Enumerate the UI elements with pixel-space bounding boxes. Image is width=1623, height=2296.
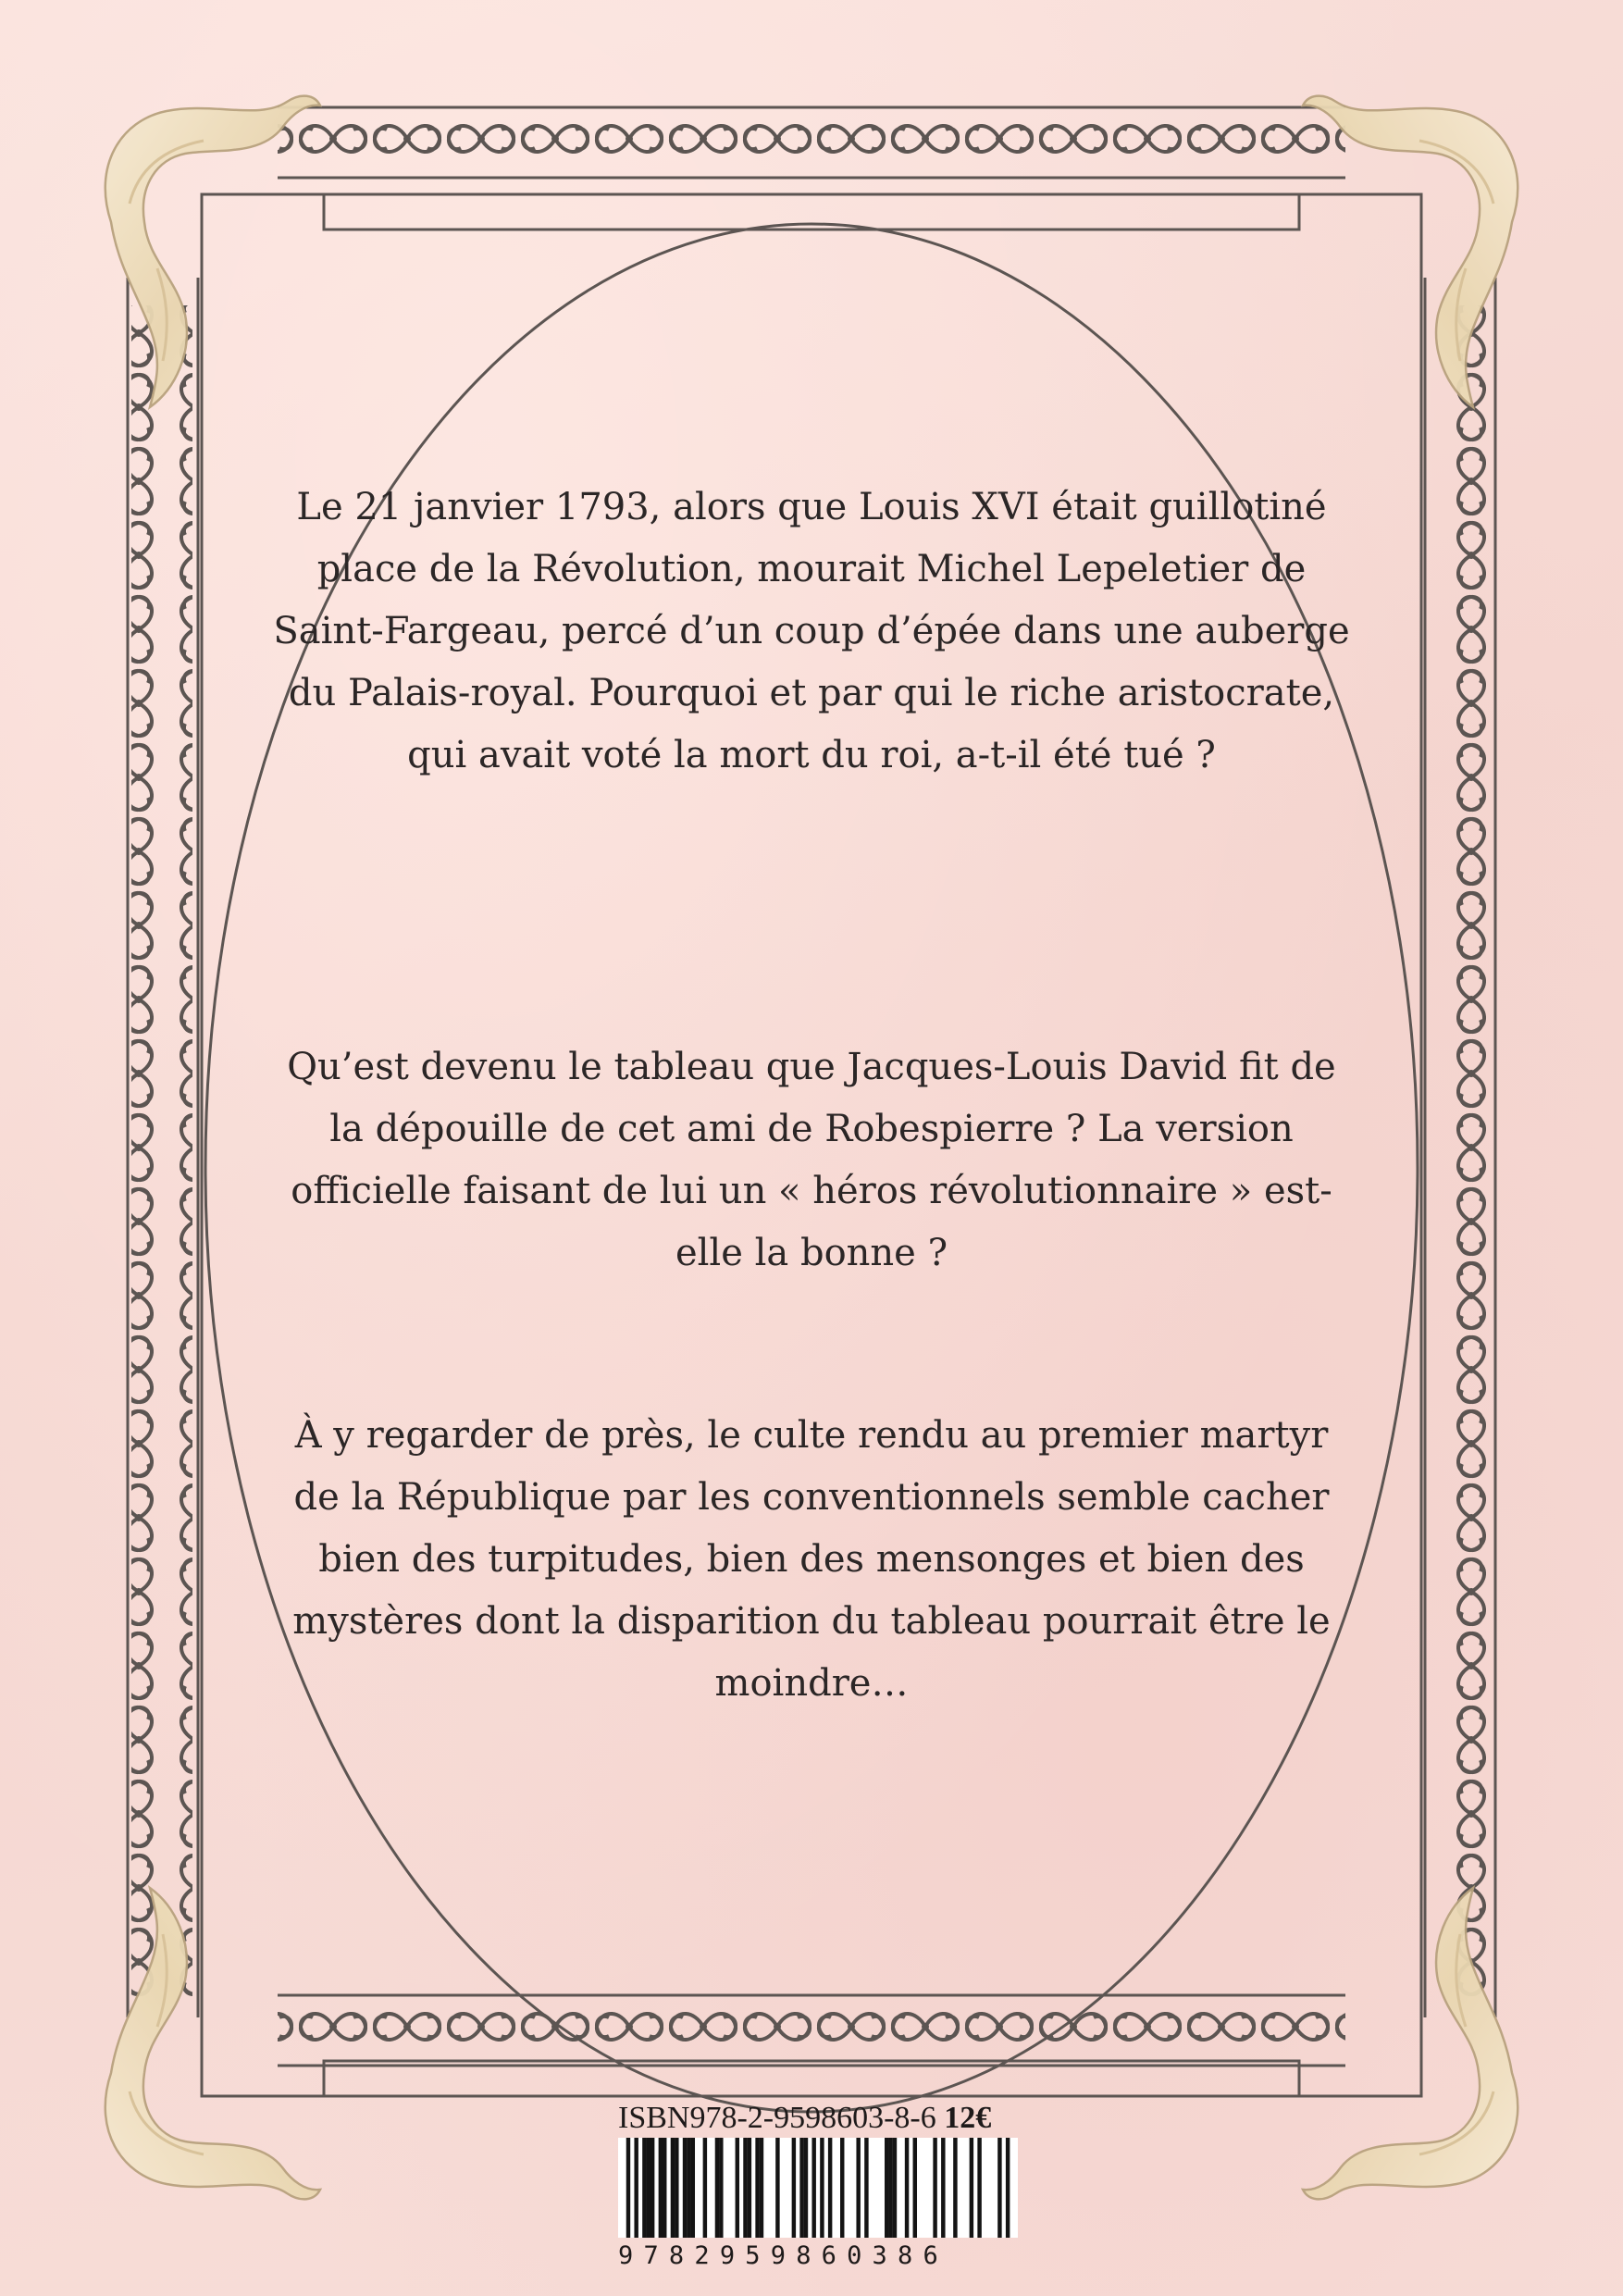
barcode-bars [618,2138,1018,2238]
isbn-price-line [618,2101,1018,2136]
synopsis-paragraph-3: À y regarder de près, le culte rendu au premier martyr de la République par les conventionnels semble cacher bien des turpitudes, bien des mensonges et bien des mystères dont la disparition du tableau pourrait être le moindre… [292,1414,1331,1705]
barcode-bar [687,2138,690,2238]
barcode-bar [719,2138,723,2238]
barcode-bar [840,2138,844,2238]
barcode-bar [642,2138,646,2238]
barcode-bar [812,2138,815,2238]
barcode-bar [691,2138,695,2238]
barcode-bar [634,2138,638,2238]
barcode-bar [683,2138,687,2238]
barcode-bar [913,2138,917,2238]
price-label: 12€ [944,2101,992,2135]
barcode-bar [997,2138,1001,2238]
barcode-bar [650,2138,654,2238]
barcode-bar [736,2138,739,2238]
barcode-bar [893,2138,897,2238]
barcode-bar [743,2138,747,2238]
barcode-bar [671,2138,675,2238]
barcode-bar [748,2138,751,2238]
barcode-digits: 9782959860386 [618,2241,948,2270]
barcode-bar [663,2138,666,2238]
barcode-bar [977,2138,981,2238]
barcode-bar [647,2138,650,2238]
barcode-bar [755,2138,759,2238]
synopsis-paragraph-2: Qu’est devenu le tableau que Jacques-Louis David fit de la dépouille de cet ami de Robespierre ? La version officielle faisant de lui un « héros révolutionnaire » est-elle la bonne ? [287,1046,1336,1274]
barcode-bar [626,2138,630,2238]
barcode-bar [659,2138,663,2238]
barcode-bar [888,2138,892,2238]
barcode-bar [933,2138,936,2238]
barcode-bar [864,2138,868,2238]
barcode-bar [760,2138,763,2238]
synopsis-paragraph-1: Le 21 janvier 1793, alors que Louis XVI était guillotiné place de la Révolution, mourait Michel Lepeletier de Saint-Fargeau, percé d’un coup d’épée dans une auberge du Palais-royal. Pourquoi et par qui le riche aristocrate, qui avait voté la mort du roi, a-t-il été tué ? [273,486,1350,776]
barcode-bar [715,2138,719,2238]
barcode-bar [885,2138,888,2238]
barcode-bar [820,2138,824,2238]
barcode-bar [905,2138,909,2238]
barcode-bar [675,2138,678,2238]
barcode-bar [970,2138,973,2238]
isbn-number: ISBN978-2-9598603-8-6 [618,2101,936,2135]
barcode-bar [775,2138,779,2238]
barcode-bar [799,2138,803,2238]
barcode-bar [828,2138,832,2238]
barcode-bar [953,2138,957,2238]
barcode-block [618,2101,1018,2277]
barcode-bar [941,2138,945,2238]
barcode-bar [804,2138,808,2238]
barcode-bar [1006,2138,1010,2238]
barcode-bar [792,2138,796,2238]
barcode-bar [703,2138,707,2238]
barcode-bar [856,2138,860,2238]
